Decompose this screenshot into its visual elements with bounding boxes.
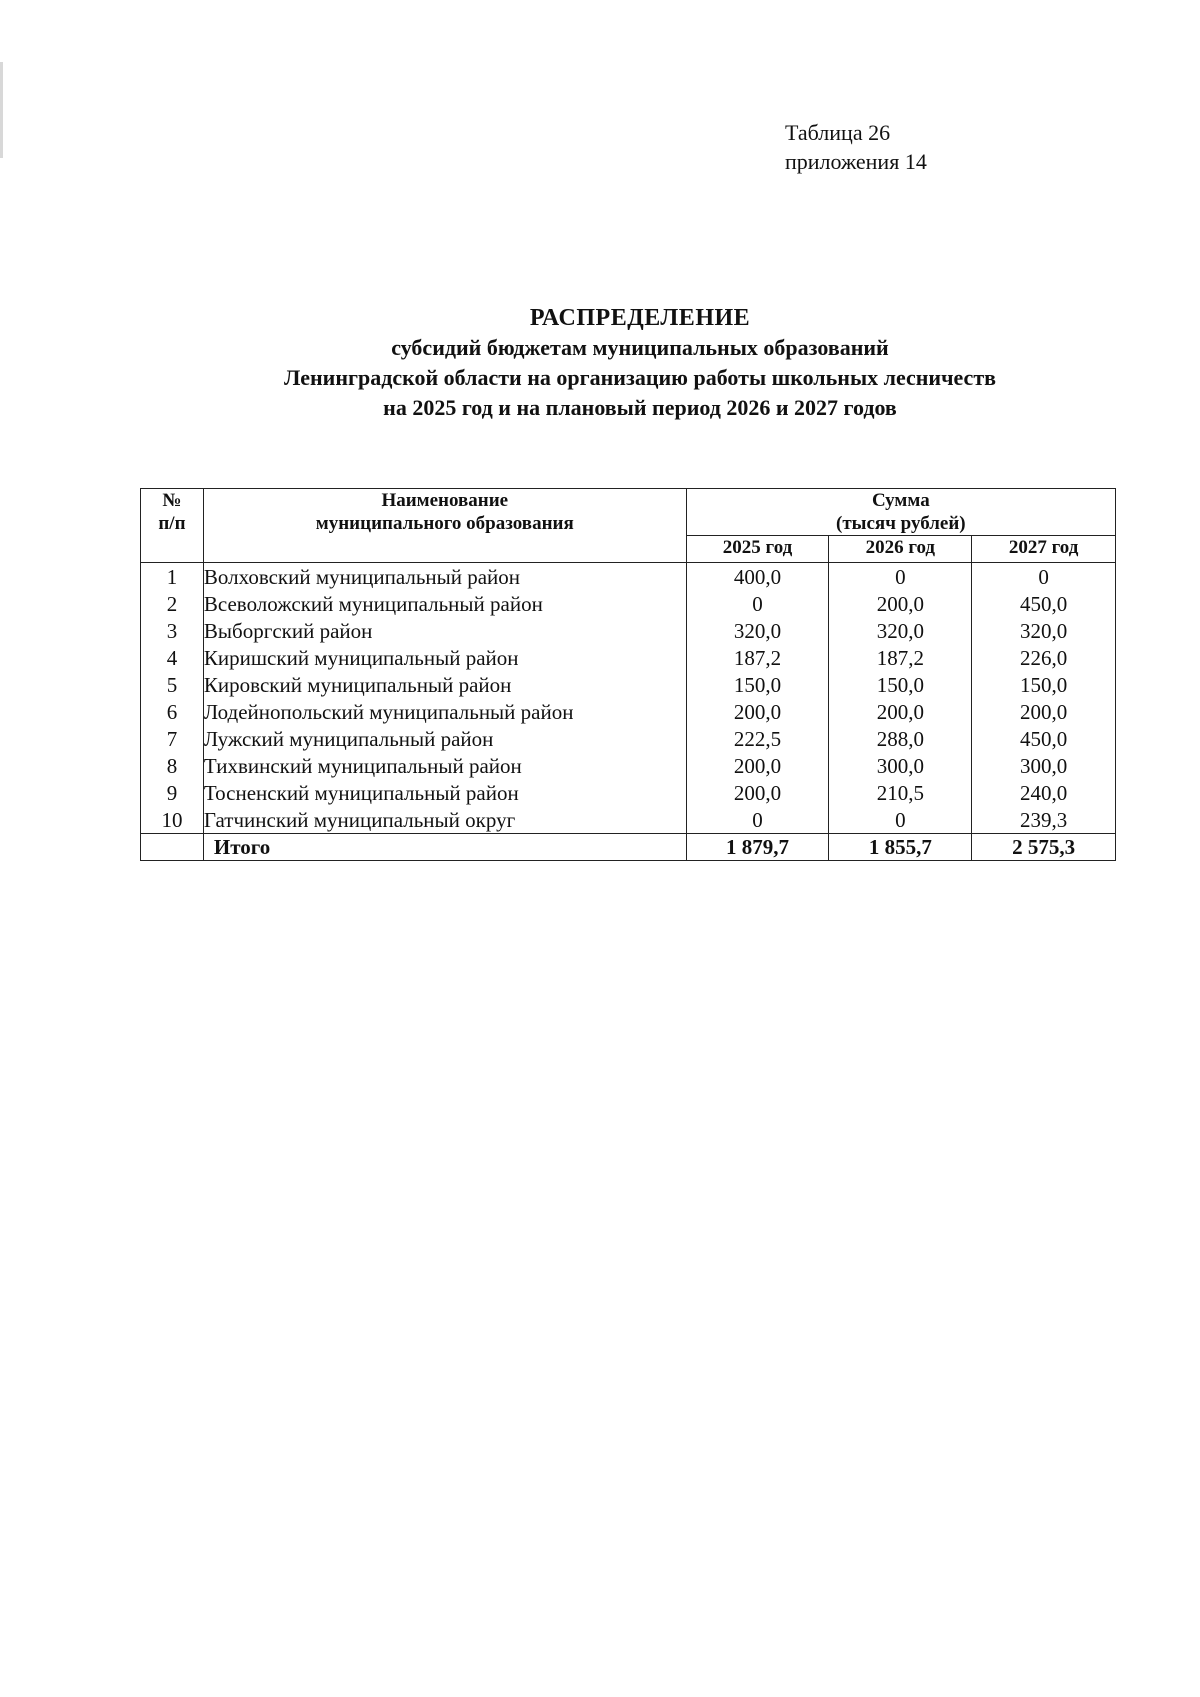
amount-2025: 200,0 <box>686 779 829 806</box>
amount-2025: 0 <box>686 806 829 834</box>
municipality-name: Киришский муниципальный район <box>203 644 686 671</box>
row-number: 3 <box>141 617 204 644</box>
header-amount <box>686 489 1115 536</box>
total-label: Итого <box>203 834 686 861</box>
amount-2027: 150,0 <box>972 671 1116 698</box>
scan-edge-mark <box>0 62 3 158</box>
header-number-sign: № <box>162 490 182 511</box>
amount-2026: 150,0 <box>829 671 972 698</box>
amount-2026: 300,0 <box>829 752 972 779</box>
table-row <box>141 617 1116 644</box>
header-year-2025: 2025 год <box>686 536 829 563</box>
header-municipality-name <box>203 489 686 563</box>
total-2025: 1 879,7 <box>686 834 829 861</box>
amount-2025: 150,0 <box>686 671 829 698</box>
amount-2027: 0 <box>972 563 1116 591</box>
amount-2026: 200,0 <box>829 590 972 617</box>
header-amount-line-2: (тысяч рублей) <box>836 513 966 534</box>
amount-2026: 200,0 <box>829 698 972 725</box>
header-amount-line-1: Сумма <box>871 490 930 511</box>
header-year-2026: 2026 год <box>829 536 972 563</box>
table-row <box>141 779 1116 806</box>
row-number: 4 <box>141 644 204 671</box>
amount-2027: 450,0 <box>972 725 1116 752</box>
municipality-name: Волховский муниципальный район <box>203 563 686 591</box>
amount-2026: 320,0 <box>829 617 972 644</box>
amount-2027: 450,0 <box>972 590 1116 617</box>
header-row-number <box>141 489 204 563</box>
table-row <box>141 752 1116 779</box>
row-number: 1 <box>141 563 204 591</box>
distribution-table <box>140 488 1116 861</box>
amount-2027: 226,0 <box>972 644 1116 671</box>
amount-2025: 0 <box>686 590 829 617</box>
amount-2026: 0 <box>829 563 972 591</box>
municipality-name: Тосненский муниципальный район <box>203 779 686 806</box>
amount-2025: 200,0 <box>686 752 829 779</box>
table-row <box>141 806 1116 834</box>
header-name-line-1: Наименование <box>381 490 509 511</box>
municipality-name: Всеволожский муниципальный район <box>203 590 686 617</box>
municipality-name: Выборгский район <box>203 617 686 644</box>
municipality-name: Тихвинский муниципальный район <box>203 752 686 779</box>
amount-2027: 240,0 <box>972 779 1116 806</box>
amount-2026: 210,5 <box>829 779 972 806</box>
amount-2025: 222,5 <box>686 725 829 752</box>
heading-line-2: Ленинградской области на организацию работы школьных лесничеств <box>283 365 997 390</box>
row-number: 10 <box>141 806 204 834</box>
reference-appendix-number: приложения 14 <box>785 149 927 174</box>
header-name-line-2: муниципального образования <box>315 513 574 534</box>
heading-line-1: субсидий бюджетам муниципальных образований <box>391 335 889 360</box>
amount-2027: 300,0 <box>972 752 1116 779</box>
amount-2025: 200,0 <box>686 698 829 725</box>
document-heading <box>140 303 1140 423</box>
table-body <box>141 563 1116 861</box>
total-2026: 1 855,7 <box>829 834 972 861</box>
amount-2025: 320,0 <box>686 617 829 644</box>
amount-2027: 239,3 <box>972 806 1116 834</box>
table-row <box>141 644 1116 671</box>
table-row <box>141 725 1116 752</box>
reference-note <box>785 118 927 176</box>
row-number: 7 <box>141 725 204 752</box>
amount-2026: 187,2 <box>829 644 972 671</box>
municipality-name: Гатчинский муниципальный округ <box>203 806 686 834</box>
row-number: 6 <box>141 698 204 725</box>
heading-title: РАСПРЕДЕЛЕНИЕ <box>529 305 751 331</box>
table-row <box>141 671 1116 698</box>
municipality-name: Лодейнопольский муниципальный район <box>203 698 686 725</box>
total-2027: 2 575,3 <box>972 834 1116 861</box>
amount-2027: 200,0 <box>972 698 1116 725</box>
total-row-number-cell <box>141 834 204 861</box>
municipality-name: Лужский муниципальный район <box>203 725 686 752</box>
municipality-name: Кировский муниципальный район <box>203 671 686 698</box>
total-row <box>141 834 1116 861</box>
amount-2025: 187,2 <box>686 644 829 671</box>
table-row <box>141 590 1116 617</box>
table-row <box>141 563 1116 591</box>
heading-line-3: на 2025 год и на плановый период 2026 и 2027 годов <box>383 395 897 420</box>
row-number: 8 <box>141 752 204 779</box>
table-header <box>141 489 1116 563</box>
row-number: 2 <box>141 590 204 617</box>
row-number: 9 <box>141 779 204 806</box>
reference-table-number: Таблица 26 <box>785 120 891 145</box>
row-number: 5 <box>141 671 204 698</box>
header-year-2027: 2027 год <box>972 536 1116 563</box>
amount-2026: 0 <box>829 806 972 834</box>
amount-2025: 400,0 <box>686 563 829 591</box>
header-number-abbrev: п/п <box>158 513 186 534</box>
amount-2027: 320,0 <box>972 617 1116 644</box>
amount-2026: 288,0 <box>829 725 972 752</box>
table-row <box>141 698 1116 725</box>
